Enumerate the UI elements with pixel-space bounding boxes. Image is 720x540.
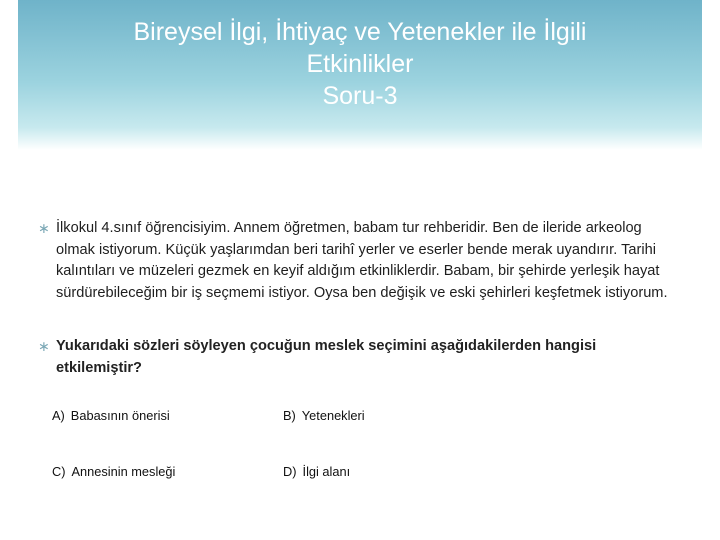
option-letter: D) bbox=[283, 464, 297, 479]
option-a[interactable] bbox=[52, 408, 170, 423]
bullet-paragraph bbox=[38, 218, 678, 304]
question-text: Yukarıdaki sözleri söyleyen çocuğun meslek seçimini aşağıdakilerden hangisi etkilemiştir? bbox=[56, 338, 597, 376]
option-text: Yetenekleri bbox=[301, 408, 365, 423]
title-line-3: Soru-3 bbox=[322, 82, 398, 110]
bullet-icon: ∗ bbox=[38, 220, 50, 236]
option-b[interactable] bbox=[283, 408, 365, 423]
option-d[interactable] bbox=[283, 464, 350, 479]
option-letter: B) bbox=[283, 408, 296, 423]
option-text: İlgi alanı bbox=[302, 464, 351, 479]
title-line-2: Etkinlikler bbox=[306, 50, 414, 78]
bullet-icon: ∗ bbox=[38, 338, 50, 354]
paragraph-text: İlkokul 4.sınıf öğrencisiyim. Annem öğretmen, babam tur rehberidir. Ben de ileride arkeolog olmak istiyorum. Küçük yaşlarımdan beri tarihî yerler ve eserler bende merak uyandırır. Tarihi kalıntıları ve müzeleri gezmek en keyif aldığım etkinliklerdir. Babam, bir şehirde yerleşik hayat sürdürebileceğim bir iş seçmemi istiyor. Oysa ben değişik ve eski şehirleri keşfetmek istiyorum. bbox=[56, 220, 668, 301]
bullet-question bbox=[38, 336, 678, 379]
option-letter: A) bbox=[52, 408, 65, 423]
option-text: Annesinin mesleği bbox=[71, 464, 176, 479]
title-line-1: Bireysel İlgi, İhtiyaç ve Yetenekler ile İlgili bbox=[133, 18, 587, 46]
option-letter: C) bbox=[52, 464, 66, 479]
option-c[interactable] bbox=[52, 464, 175, 479]
option-text: Babasının önerisi bbox=[70, 408, 170, 423]
slide-title bbox=[0, 16, 720, 112]
